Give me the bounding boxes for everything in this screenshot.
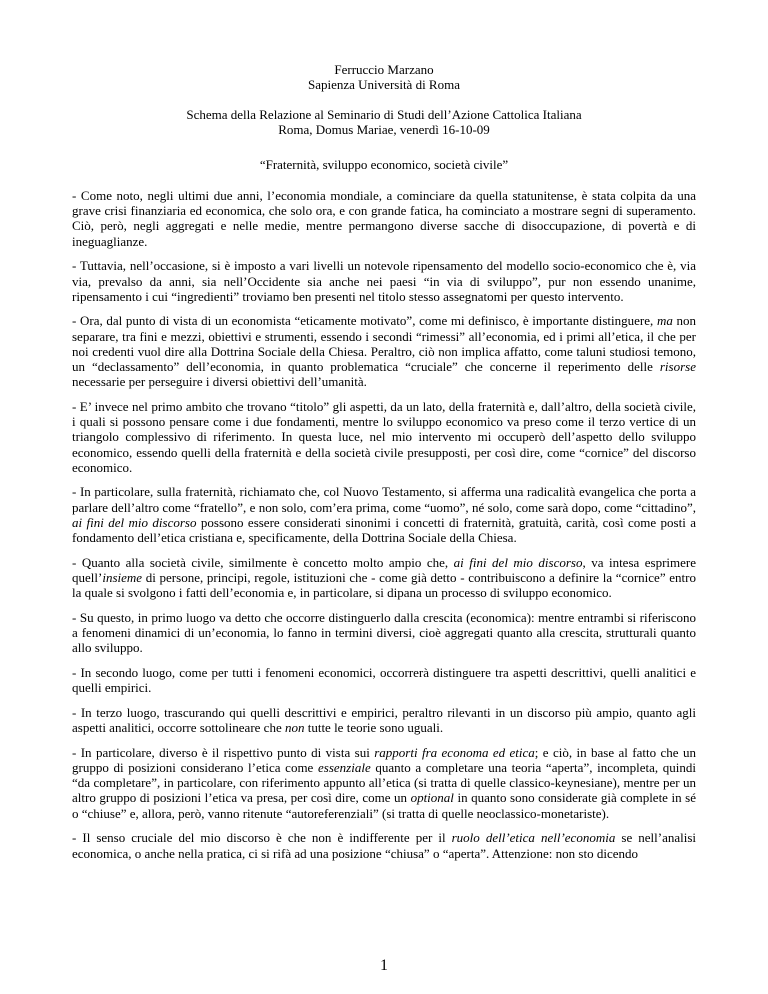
document-page — [72, 0, 696, 870]
body-paragraph — [72, 665, 696, 695]
emphasis-text: rapporti fra economa ed etica — [374, 744, 535, 760]
paragraph-text: tutte le teorie sono uguali. — [304, 720, 444, 736]
body-paragraph — [72, 399, 696, 475]
paragraph-text: - Come noto, negli ultimi due anni, l’economia mondiale, a cominciare da quella statunitense, è stata colpita da una grave crisi finanziaria ed economica, che solo ora, e con grande fatica, ha cominciato a mostrare segni di superamento. Ciò, però, negli aggregati e nelle medie, mentre permangono diverse sacche di disoccupazione, di povertà e di ineguaglianze. — [72, 188, 696, 249]
paragraph-text: - E’ invece nel primo ambito che trovano “titolo” gli aspetti, da un lato, della fraternità e, dall’altro, della società civile, i quali si possono pensare come i due fondamenti, mentre lo sviluppo economico va preso come il terzo vertice di un triangolo complessivo di riferimento. In questa luce, nel mio intervento mi occuperò dell’aspetto dello sviluppo economico, essendo quelli della fraternità e della società civile presupposti, per così dire, come “cornice” del discorso economico. — [72, 398, 696, 475]
paragraph-text: - Quanto alla società civile, similmente è concetto molto ampio che, — [72, 554, 454, 570]
paragraph-text: ; e ciò, in base al fatto che un gruppo di posizioni considerano l’etica come — [72, 744, 696, 775]
emphasis-text: optional — [410, 790, 454, 806]
body-paragraph — [72, 484, 696, 545]
body-paragraph — [72, 188, 696, 249]
paragraph-text: - In terzo luogo, trascurando qui quelli descrittivi e empirici, peraltro rilevanti in un discorso più ampio, quanto agli aspetti analitici, occorre sottolineare che — [72, 704, 696, 736]
document-title: “Fraternità, sviluppo economico, società civile” — [259, 157, 509, 172]
schema-line-1: Schema della Relazione al Seminario di Studi dell’Azione Cattolica Italiana — [186, 107, 582, 122]
emphasis-text: ma — [656, 313, 673, 329]
paragraph-text: necessarie per perseguire i diversi obiettivi dell’umanità. — [72, 374, 367, 390]
emphasis-text: ruolo dell’etica nell’economia — [451, 830, 616, 846]
body-paragraph — [72, 830, 696, 860]
body-text — [72, 188, 696, 861]
body-paragraph — [72, 313, 696, 389]
paragraph-text: - Il senso cruciale del mio discorso è che non è indifferente per il — [72, 830, 452, 846]
author-name: Ferruccio Marzano — [334, 62, 434, 77]
paragraph-text: quanto a completare una teoria “aperta”, incompleta, quindi “da completare”, in particolare, con riferimento appunto all’etica (si tratta di quelle classico-keynesiane), mentre per un altro gruppo di posizioni l’etica va presa, per così dire, come un — [72, 760, 697, 806]
body-paragraph — [72, 705, 696, 735]
paragraph-text: - In particolare, diverso è il rispettivo punto di vista sui — [72, 744, 375, 760]
paragraph-text: , va intesa esprimere quell’ — [72, 554, 697, 585]
emphasis-text: risorse — [659, 359, 696, 375]
emphasis-text: ai fini del mio discorso — [453, 554, 583, 570]
body-paragraph — [72, 555, 696, 601]
author-affiliation: Sapienza Università di Roma — [308, 77, 460, 92]
body-paragraph — [72, 258, 696, 304]
body-paragraph — [72, 610, 696, 656]
schema-line-2: Roma, Domus Mariae, venerdì 16-10-09 — [278, 122, 490, 137]
paragraph-text: - Ora, dal punto di vista di un economista “eticamente motivato”, come mi definisco, è importante distinguere, — [72, 313, 657, 329]
body-paragraph — [72, 745, 696, 821]
emphasis-text: ai fini del mio discorso — [72, 514, 197, 530]
paragraph-text: possono essere considerati sinonimi i concetti di fraternità, gratuità, carità, così come posti a fondamento dell’etica cristiana e, specificamente, della Dottrina Sociale della Chiesa. — [72, 514, 696, 546]
emphasis-text: insieme — [102, 569, 143, 585]
paragraph-text: - In particolare, sulla fraternità, richiamato che, col Nuovo Testamento, si afferma una radicalità evangelica che porta a parlare dell’altro come “fratello”, e non solo, com’era prima, come “uomo”, né solo, come sarà dopo, come “cittadino”, — [72, 484, 696, 515]
page-number: 1 — [380, 957, 388, 974]
paragraph-text: - In secondo luogo, come per tutti i fenomeni economici, occorrerà distinguere tra aspetti descrittivi, quelli analitici e quelli empirici. — [72, 664, 696, 696]
paragraph-text: di persone, principi, regole, istituzioni che - come già detto - contribuiscono a definire la “cornice” entro la quale si svolgono i fatti dell’economia e, in particolare, si dipana un processo di sviluppo economico. — [72, 569, 696, 601]
paragraph-text: non separare, tra fini e mezzi, obiettivi e strumenti, essendo i secondi “rimessi” all’economia, ed i primi all’etica, il che per noi credenti vuol dire alla Dottrina Sociale della Chiesa. Peraltro, ciò non implica affatto, come taluni studiosi temono, un “declassamento” dell’economia, in quanto problematica “cruciale” che concerne il reperimento delle — [72, 313, 697, 375]
emphasis-text: essenziale — [318, 760, 371, 775]
paragraph-text: se nell’analisi economica, o anche nella pratica, ci si rifà ad una posizione “chiusa” o “aperta”. Attenzione: non sto dicendo — [72, 830, 697, 861]
emphasis-text: non — [284, 720, 305, 736]
paragraph-text: - Tuttavia, nell’occasione, si è imposto a vari livelli un notevole ripensamento del modello socio-economico che è, via via, prevalso da anni, sia nell’Occidente sia anche nei paesi “in via di sviluppo”, pur non essendo unanime, ripensamento i cui “ingredienti” troviamo ben presenti nel titolo stesso assegnatomi per questo intervento. — [72, 258, 696, 304]
document-header — [72, 62, 696, 172]
paragraph-text: in quanto sono considerate già complete in sé o “chiuse” e, allora, però, vanno ritenute “autoreferenziali” (si tratta di quelle neoclassico-monetariste). — [72, 790, 696, 821]
paragraph-text: - Su questo, in primo luogo va detto che occorre distinguerlo dalla crescita (economica): mentre entrambi si riferiscono a fenomeni dinamici di un’economia, lo fanno in termini diversi, cioè aggregati quanto alla crescita, strutturali quanto allo sviluppo. — [72, 609, 696, 656]
